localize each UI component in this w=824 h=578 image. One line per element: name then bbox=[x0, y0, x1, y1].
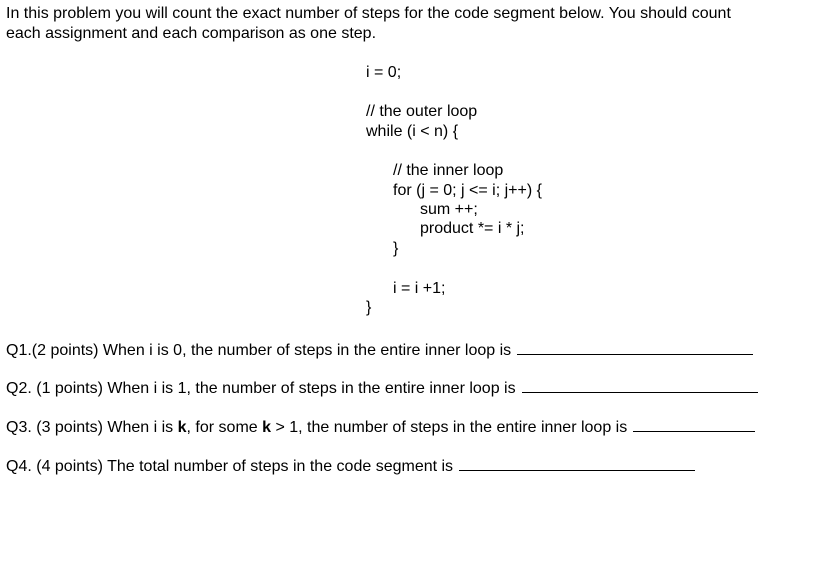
code-inner-close-brace: } bbox=[393, 240, 399, 257]
question-3-text-part-3: > 1, the number of steps in the entire inner loop is bbox=[271, 419, 628, 436]
question-4-text: Q4. (4 points) The total number of steps in the code segment is bbox=[6, 458, 454, 475]
code-inner-comment: // the inner loop bbox=[393, 162, 504, 179]
instructions-line-1: In this problem you will count the exact number of steps for the code segment below. You should count bbox=[6, 5, 731, 22]
question-3-text-part-1: Q3. (3 points) When i is bbox=[6, 419, 178, 436]
question-3-answer-blank[interactable] bbox=[633, 415, 755, 432]
code-outer-close-brace: } bbox=[366, 299, 372, 316]
code-outer-comment: // the outer loop bbox=[366, 103, 478, 120]
question-3 bbox=[6, 415, 755, 438]
code-product-line: product *= i * j; bbox=[420, 220, 525, 237]
question-3-text-part-2: , for some bbox=[186, 419, 263, 436]
question-1-text: Q1.(2 points) When i is 0, the number of steps in the entire inner loop is bbox=[6, 342, 512, 359]
question-2 bbox=[6, 376, 758, 399]
question-2-text: Q2. (1 points) When i is 1, the number of steps in the entire inner loop is bbox=[6, 380, 516, 397]
question-4-answer-blank[interactable] bbox=[459, 454, 695, 471]
question-3-k-bold: k bbox=[177, 419, 187, 436]
question-1-answer-blank[interactable] bbox=[517, 338, 753, 355]
instructions-line-2: each assignment and each comparison as one step. bbox=[6, 25, 377, 42]
code-while-line: while (i < n) { bbox=[366, 123, 459, 140]
code-init-line: i = 0; bbox=[366, 64, 402, 81]
question-2-answer-blank[interactable] bbox=[522, 376, 758, 393]
question-4 bbox=[6, 454, 695, 477]
question-3-k-bold-2: k bbox=[262, 419, 272, 436]
question-1 bbox=[6, 338, 753, 361]
code-sum-line: sum ++; bbox=[420, 201, 478, 218]
code-increment-line: i = i +1; bbox=[393, 280, 446, 297]
instructions bbox=[6, 4, 806, 44]
code-for-line: for (j = 0; j <= i; j++) { bbox=[393, 182, 542, 199]
